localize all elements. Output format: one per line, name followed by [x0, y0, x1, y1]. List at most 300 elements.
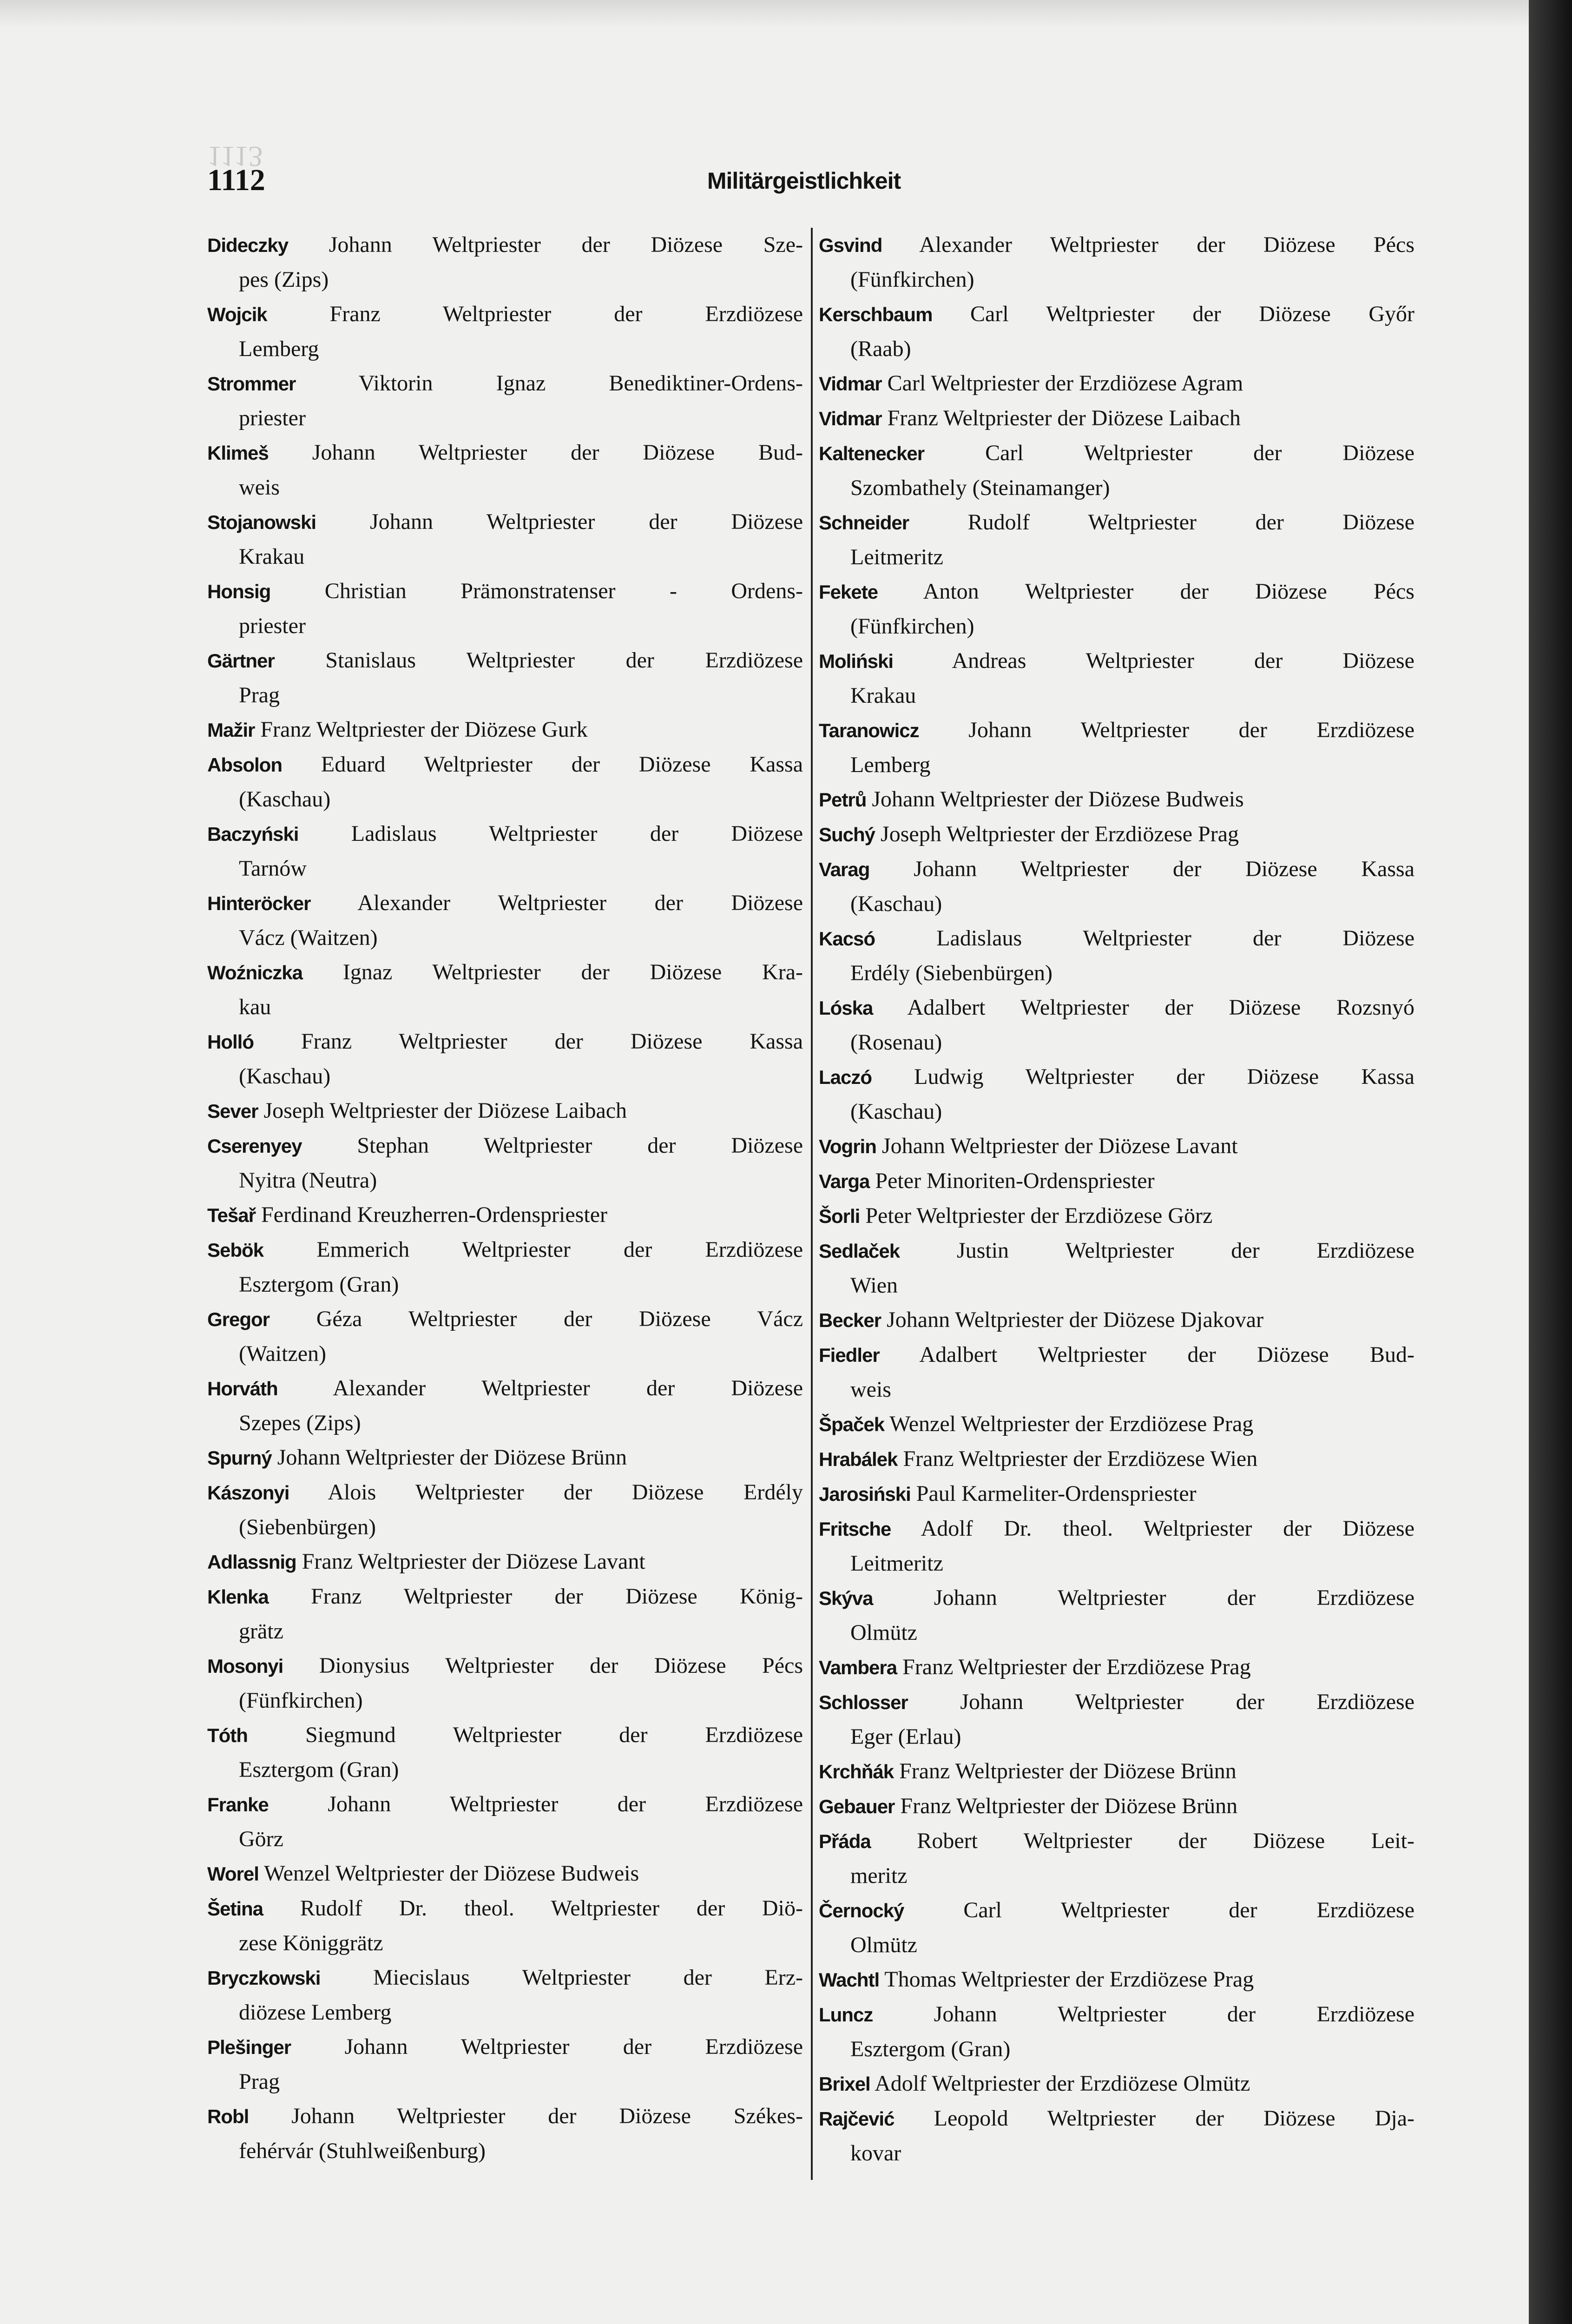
entry-first-line: [819, 1164, 1414, 1199]
entry: [207, 713, 803, 747]
entry-name: Skýva: [819, 1587, 873, 1609]
entry-name: Šorli: [819, 1205, 860, 1227]
entry: [819, 782, 1414, 817]
entry-description: Franz Weltpriester der Diözese Lavant: [302, 1549, 645, 1574]
entry-description: Franz Weltpriester der Erzdiözese: [329, 302, 803, 326]
entry: [207, 228, 803, 297]
entry: [207, 2099, 803, 2168]
entry-description: Franz Weltpriester der Diözese Laibach: [887, 406, 1241, 430]
entry-continuation: (Fünfkirchen): [850, 614, 974, 639]
entry: [819, 1338, 1414, 1407]
entry-name: Wachtl: [819, 1969, 880, 1991]
entry-first-line: [207, 1094, 803, 1129]
entry-description: Johann Weltpriester der Diözese Budweis: [872, 787, 1244, 812]
entry: [207, 1961, 803, 2030]
entry-first-line: [207, 1024, 803, 1059]
entry: [207, 297, 803, 366]
entry: [819, 1442, 1414, 1477]
entry: [207, 436, 803, 505]
entry: [819, 297, 1414, 366]
entry-name: Wojcik: [207, 304, 267, 325]
entry-name: Rajčević: [819, 2108, 895, 2130]
entry-name: Sebök: [207, 1239, 264, 1261]
entry-description: Justin Weltpriester der Erzdiözese: [957, 1238, 1414, 1263]
entry-continuation: Szepes (Zips): [239, 1411, 361, 1435]
entry-name: Holló: [207, 1031, 254, 1053]
entry-first-line: [207, 955, 803, 990]
entry: [207, 886, 803, 955]
entry-description: Rudolf Weltpriester der Diözese: [967, 510, 1415, 535]
entry-continuation: (Kaschau): [850, 891, 942, 916]
entry: [819, 921, 1414, 990]
entry-first-line: [207, 1198, 803, 1233]
entry-description: Franz Weltpriester der Diözese Brünn: [899, 1759, 1237, 1783]
entry-name: Moliński: [819, 650, 894, 672]
entry-first-line: [207, 366, 803, 401]
entry: [819, 1789, 1414, 1824]
entry: [819, 1164, 1414, 1199]
entry-description: Ferdinand Kreuzherren-Ordenspriester: [261, 1202, 607, 1227]
entry-first-line: [207, 747, 803, 782]
entry-name: Šetina: [207, 1898, 263, 1920]
entry-name: Mažir: [207, 719, 255, 741]
entry: [207, 817, 803, 886]
entry-continuation: (Fünfkirchen): [850, 267, 974, 292]
entry-continuation: Wien: [850, 1273, 898, 1298]
entry-continuation: Olmütz: [850, 1933, 917, 1957]
entry-name: Worel: [207, 1863, 259, 1885]
entry: [207, 1302, 803, 1371]
entry-first-line: [819, 228, 1414, 263]
entry-name: Laczó: [819, 1066, 872, 1088]
entry: [819, 1754, 1414, 1789]
entry-continuation: Esztergom (Gran): [239, 1272, 399, 1297]
entry-name: Vogrin: [819, 1136, 876, 1157]
entry-description: Alexander Weltpriester der Diözese Pécs: [919, 232, 1415, 257]
entry-description: Paul Karmeliter-Ordenspriester: [916, 1481, 1197, 1506]
entry-name: Cserenyey: [207, 1135, 302, 1157]
entry-name: Klenka: [207, 1586, 269, 1608]
entry-first-line: [819, 366, 1414, 401]
entry-description: Andreas Weltpriester der Diözese: [952, 648, 1414, 673]
entry-first-line: [819, 436, 1414, 471]
entry-description: Adalbert Weltpriester der Diözese Bud-: [919, 1342, 1415, 1367]
entry: [207, 955, 803, 1024]
entry-first-line: [819, 1512, 1414, 1546]
entry-description: Géza Weltpriester der Diözese Vácz: [316, 1307, 803, 1331]
entry-name: Přáda: [819, 1830, 871, 1852]
entry-description: Johann Weltpriester der Erzdiözese: [968, 718, 1415, 742]
entry-description: Johann Weltpriester der Diözese Djakovar: [887, 1307, 1264, 1332]
entry: [207, 1371, 803, 1440]
entry: [207, 1198, 803, 1233]
entry-name: Luncz: [819, 2004, 873, 2026]
entry-first-line: [207, 228, 803, 263]
entry-name: Spurný: [207, 1447, 272, 1469]
entry-name: Franke: [207, 1794, 269, 1816]
entry-name: Krchňák: [819, 1761, 894, 1783]
entry-first-line: [819, 1199, 1414, 1234]
entry-description: Peter Minoriten-Ordenspriester: [875, 1169, 1155, 1193]
entry: [819, 2067, 1414, 2101]
entry: [207, 1856, 803, 1891]
entry-first-line: [207, 817, 803, 852]
entry-description: Johann Weltpriester der Diözese Székes-: [291, 2104, 803, 2128]
entry-description: Johann Weltpriester der Erzdiözese: [960, 1690, 1415, 1714]
entry-continuation: (Waitzen): [239, 1341, 327, 1366]
entry-name: Kaltenecker: [819, 442, 925, 464]
entry-continuation: (Siebenbürgen): [239, 1515, 376, 1539]
entry-continuation: Szombathely (Steinamanger): [850, 475, 1110, 500]
entry-first-line: [207, 643, 803, 678]
entry: [207, 1891, 803, 1961]
entry-first-line: [207, 1440, 803, 1475]
entry-first-line: [819, 1789, 1414, 1824]
entry: [819, 1962, 1414, 1997]
entry-description: Ladislaus Weltpriester der Diözese: [936, 926, 1415, 951]
entry-description: Johann Weltpriester der Diözese Sze-: [329, 232, 803, 257]
entry-continuation: zese Königgrätz: [239, 1931, 383, 1955]
entry-continuation: priester: [239, 614, 306, 638]
entry-first-line: [819, 990, 1414, 1025]
entry-description: Carl Weltpriester der Erzdiözese: [963, 1898, 1415, 1922]
entry-name: Kacsó: [819, 928, 875, 950]
entry-name: Honsig: [207, 581, 271, 602]
entry-description: Franz Weltpriester der Erzdiözese Wien: [903, 1446, 1258, 1471]
entry-continuation: priester: [239, 406, 306, 430]
entry-name: Varag: [819, 858, 870, 880]
right-column: [819, 228, 1414, 2171]
entry: [819, 713, 1414, 782]
entry-first-line: [819, 1754, 1414, 1789]
entry-name: Gsvind: [819, 234, 882, 256]
entry-first-line: [819, 1997, 1414, 2032]
entry-continuation: Vácz (Waitzen): [239, 925, 378, 950]
entry-first-line: [207, 1545, 803, 1579]
entry-name: Fritsche: [819, 1518, 891, 1540]
entry-description: Franz Weltpriester der Diözese Brünn: [900, 1794, 1238, 1818]
entry-continuation: weis: [239, 475, 280, 500]
entry-description: Miecislaus Weltpriester der Erz-: [373, 1965, 803, 1990]
entry-first-line: [819, 1581, 1414, 1616]
entry: [819, 990, 1414, 1060]
scan-top-edge: [0, 0, 1572, 28]
entry-description: Adolf Dr. theol. Weltpriester der Diözese: [921, 1516, 1414, 1541]
entry-continuation: grätz: [239, 1619, 283, 1644]
entry-description: Dionysius Weltpriester der Diözese Pécs: [319, 1653, 803, 1678]
entry-name: Horváth: [207, 1378, 278, 1400]
entry-description: Adalbert Weltpriester der Diözese Rozsnyó: [907, 995, 1414, 1020]
entry-description: Johann Weltpriester der Diözese Lavant: [881, 1134, 1238, 1158]
entry-first-line: [207, 1718, 803, 1753]
entry-continuation: (Kaschau): [850, 1099, 942, 1124]
entry-first-line: [207, 505, 803, 540]
entry-name: Kászonyi: [207, 1482, 289, 1504]
entry-continuation: Prag: [239, 2069, 280, 2094]
entry-description: Robert Weltpriester der Diözese Leit-: [917, 1829, 1414, 1853]
entry-continuation: fehérvár (Stuhlweißenburg): [239, 2139, 486, 2163]
bleed-through-page-number: 1113: [207, 140, 263, 172]
entry-description: Siegmund Weltpriester der Erzdiözese: [305, 1723, 803, 1747]
entry-continuation: meritz: [850, 1863, 908, 1888]
entry: [819, 2101, 1414, 2171]
entry: [207, 505, 803, 574]
entry: [207, 574, 803, 643]
entry: [819, 1477, 1414, 1512]
entry-name: Robl: [207, 2106, 249, 2127]
entry-name: Jarosiński: [819, 1483, 911, 1505]
entry-description: Wenzel Weltpriester der Erzdiözese Prag: [889, 1412, 1254, 1436]
entry: [207, 1649, 803, 1718]
entry-first-line: [819, 401, 1414, 436]
entry-name: Špaček: [819, 1413, 885, 1435]
entry-description: Carl Weltpriester der Erzdiözese Agram: [887, 371, 1243, 396]
entry-first-line: [819, 2101, 1414, 2136]
entry: [819, 574, 1414, 644]
entry-description: Alexander Weltpriester der Diözese: [357, 891, 803, 915]
entry-name: Plešinger: [207, 2036, 291, 2058]
entry-first-line: [819, 1650, 1414, 1685]
entry-continuation: (Kaschau): [239, 787, 331, 812]
entry-first-line: [819, 782, 1414, 817]
entry-description: Rudolf Dr. theol. Weltpriester der Diö-: [300, 1896, 803, 1921]
entry-description: Stanislaus Weltpriester der Erzdiözese: [325, 648, 803, 673]
entry-first-line: [819, 713, 1414, 748]
entry-first-line: [207, 1233, 803, 1268]
entry-description: Johann Weltpriester der Diözese Brünn: [277, 1445, 627, 1470]
entry-description: Johann Weltpriester der Erzdiözese: [328, 1792, 803, 1816]
entry-name: Lóska: [819, 997, 873, 1019]
entry-name: Sedlaček: [819, 1240, 900, 1262]
entry-first-line: [207, 436, 803, 470]
entry-first-line: [819, 1442, 1414, 1477]
entry-name: Brixel: [819, 2073, 870, 2095]
entry-first-line: [819, 1234, 1414, 1268]
entry-first-line: [207, 1891, 803, 1926]
entry: [207, 1718, 803, 1787]
entry-first-line: [819, 921, 1414, 956]
entry-first-line: [819, 1407, 1414, 1442]
entry: [819, 1512, 1414, 1581]
entry-first-line: [207, 1787, 803, 1822]
entry-first-line: [207, 1579, 803, 1614]
entry-description: Joseph Weltpriester der Erzdiözese Prag: [881, 822, 1239, 846]
entry: [207, 1579, 803, 1649]
entry-first-line: [819, 817, 1414, 852]
entry-name: Taranowicz: [819, 720, 919, 741]
entry-description: Anton Weltpriester der Diözese Pécs: [923, 579, 1414, 604]
entry-description: Thomas Weltpriester der Erzdiözese Prag: [884, 1967, 1254, 1992]
entry-name: Tešař: [207, 1204, 256, 1226]
entry-continuation: (Rosenau): [850, 1030, 942, 1055]
entry: [207, 643, 803, 713]
entry-name: Vambera: [819, 1657, 897, 1678]
entry-description: Johann Weltpriester der Diözese Kassa: [914, 857, 1415, 881]
entry-name: Becker: [819, 1309, 881, 1331]
entry-name: Strommer: [207, 373, 296, 395]
entry-continuation: Olmütz: [850, 1620, 917, 1645]
entry-description: Franz Weltpriester der Diözese Kassa: [301, 1029, 803, 1054]
entry-continuation: Erdély (Siebenbürgen): [850, 961, 1052, 985]
entry-first-line: [819, 297, 1414, 332]
entry-continuation: Leitmeritz: [850, 1551, 943, 1576]
entry-first-line: [819, 1685, 1414, 1720]
entry-continuation: Lemberg: [850, 753, 931, 777]
entry-description: Ladislaus Weltpriester der Diözese: [351, 821, 803, 846]
entry: [819, 1303, 1414, 1338]
entry: [819, 366, 1414, 401]
entry-name: Černocký: [819, 1900, 904, 1921]
entry-first-line: [207, 297, 803, 332]
entry-first-line: [819, 574, 1414, 609]
entry-description: Alexander Weltpriester der Diözese: [333, 1376, 803, 1400]
entry-name: Suchý: [819, 824, 875, 845]
entry: [207, 366, 803, 436]
entry: [819, 1234, 1414, 1303]
entry-continuation: Krakau: [239, 544, 305, 569]
entry: [207, 1024, 803, 1094]
entry-continuation: diözese Lemberg: [239, 2000, 392, 2025]
entry: [207, 1787, 803, 1856]
entry-first-line: [207, 713, 803, 747]
entry-first-line: [207, 1475, 803, 1510]
entry-first-line: [819, 1129, 1414, 1164]
entry: [207, 1233, 803, 1302]
entry: [819, 1581, 1414, 1650]
entry-description: Joseph Weltpriester der Diözese Laibach: [263, 1098, 627, 1123]
entry-name: Baczyński: [207, 823, 299, 845]
entry-description: Stephan Weltpriester der Diözese: [357, 1133, 803, 1158]
entry-description: Johann Weltpriester der Erzdiözese: [934, 1585, 1415, 1610]
entry: [819, 852, 1414, 921]
entry-first-line: [207, 2030, 803, 2065]
entry: [819, 401, 1414, 436]
entry-description: Adolf Weltpriester der Erzdiözese Olmütz: [875, 2071, 1250, 2096]
entry: [819, 1407, 1414, 1442]
entry-description: Johann Weltpriester der Erzdiözese: [344, 2034, 803, 2059]
entry-name: Tóth: [207, 1724, 248, 1746]
entry: [819, 644, 1414, 713]
entry-first-line: [207, 1961, 803, 1995]
entry-first-line: [207, 2099, 803, 2134]
entry-continuation: Görz: [239, 1827, 283, 1851]
entry-continuation: Prag: [239, 683, 280, 707]
entry-description: Franz Weltpriester der Diözese Gurk: [260, 717, 588, 742]
entry-name: Gebauer: [819, 1796, 895, 1817]
entry-description: Eduard Weltpriester der Diözese Kassa: [321, 752, 803, 777]
entry: [819, 1824, 1414, 1893]
running-head: Militärgeistlichkeit: [707, 168, 901, 194]
entry-first-line: [819, 1824, 1414, 1859]
entry-name: Adlassnig: [207, 1551, 296, 1573]
entry-name: Absolon: [207, 754, 282, 776]
entry: [819, 1129, 1414, 1164]
entry-first-line: [207, 1371, 803, 1406]
entry-first-line: [207, 1856, 803, 1891]
entry: [819, 1199, 1414, 1234]
entry-description: Ludwig Weltpriester der Diözese Kassa: [914, 1064, 1414, 1089]
entry-first-line: [819, 1303, 1414, 1338]
entry-continuation: Nyitra (Neutra): [239, 1168, 377, 1193]
entry: [819, 228, 1414, 297]
entry-continuation: (Fünfkirchen): [239, 1688, 363, 1713]
entry-continuation: kovar: [850, 2141, 901, 2166]
entry: [819, 817, 1414, 852]
entry-first-line: [207, 574, 803, 609]
entry: [819, 1893, 1414, 1962]
entry-first-line: [819, 505, 1414, 540]
entry: [207, 1545, 803, 1579]
entry-first-line: [207, 1649, 803, 1684]
entry-name: Vidmar: [819, 373, 882, 395]
entry: [819, 1650, 1414, 1685]
entry: [207, 747, 803, 817]
entry-continuation: pes (Zips): [239, 267, 329, 292]
entry-description: Carl Weltpriester der Diözese Győr: [970, 302, 1415, 326]
entry-continuation: Krakau: [850, 683, 916, 708]
entry-description: Franz Weltpriester der Erzdiözese Prag: [902, 1655, 1251, 1679]
entry-continuation: kau: [239, 995, 271, 1019]
entry-continuation: Eger (Erlau): [850, 1724, 961, 1749]
entry-first-line: [819, 1338, 1414, 1373]
entry-name: Varga: [819, 1170, 870, 1192]
entry-continuation: weis: [850, 1377, 891, 1402]
entry-first-line: [819, 644, 1414, 679]
entry-description: Leopold Weltpriester der Diözese Dja-: [934, 2106, 1415, 2131]
entry: [819, 1997, 1414, 2067]
entry: [207, 2030, 803, 2099]
left-column: [207, 228, 803, 2168]
entry-name: Stojanowski: [207, 511, 316, 533]
entry-first-line: [819, 852, 1414, 887]
entry-name: Hrabálek: [819, 1448, 898, 1470]
entry-name: Schneider: [819, 512, 909, 534]
entry-description: Johann Weltpriester der Erzdiözese: [934, 2002, 1415, 2027]
entry: [207, 1094, 803, 1129]
entry-first-line: [819, 2067, 1414, 2101]
column-divider: [811, 228, 813, 2180]
entry-name: Vidmar: [819, 408, 882, 429]
entry-first-line: [207, 1129, 803, 1163]
entry-name: Gregor: [207, 1308, 270, 1330]
entry-name: Klimeš: [207, 442, 269, 464]
scan-right-edge: [1529, 0, 1572, 2324]
entry-name: Fekete: [819, 581, 878, 603]
entry-continuation: Lemberg: [239, 337, 319, 361]
page-number: 1112: [207, 163, 265, 197]
entry-first-line: [819, 1962, 1414, 1997]
entry: [207, 1129, 803, 1198]
entry-first-line: [207, 1302, 803, 1337]
entry: [819, 505, 1414, 574]
entry-continuation: (Raab): [850, 337, 911, 361]
entry-name: Schlosser: [819, 1691, 908, 1713]
entry-name: Mosonyi: [207, 1655, 283, 1677]
entry-description: Christian Prämonstratenser - Ordens-: [324, 579, 803, 603]
entry-continuation: Tarnów: [239, 856, 307, 881]
entry-first-line: [819, 1477, 1414, 1512]
entry-name: Kerschbaum: [819, 304, 933, 325]
entry-description: Carl Weltpriester der Diözese: [985, 441, 1415, 465]
entry: [207, 1475, 803, 1545]
entry-description: Alois Weltpriester der Diözese Erdély: [328, 1480, 803, 1505]
entry-first-line: [819, 1893, 1414, 1928]
entry: [207, 1440, 803, 1475]
entry-description: Johann Weltpriester der Diözese Bud-: [312, 440, 803, 465]
entry-name: Petrů: [819, 789, 867, 811]
entry-description: Emmerich Weltpriester der Erzdiözese: [316, 1237, 803, 1262]
entry-name: Gärtner: [207, 650, 275, 672]
